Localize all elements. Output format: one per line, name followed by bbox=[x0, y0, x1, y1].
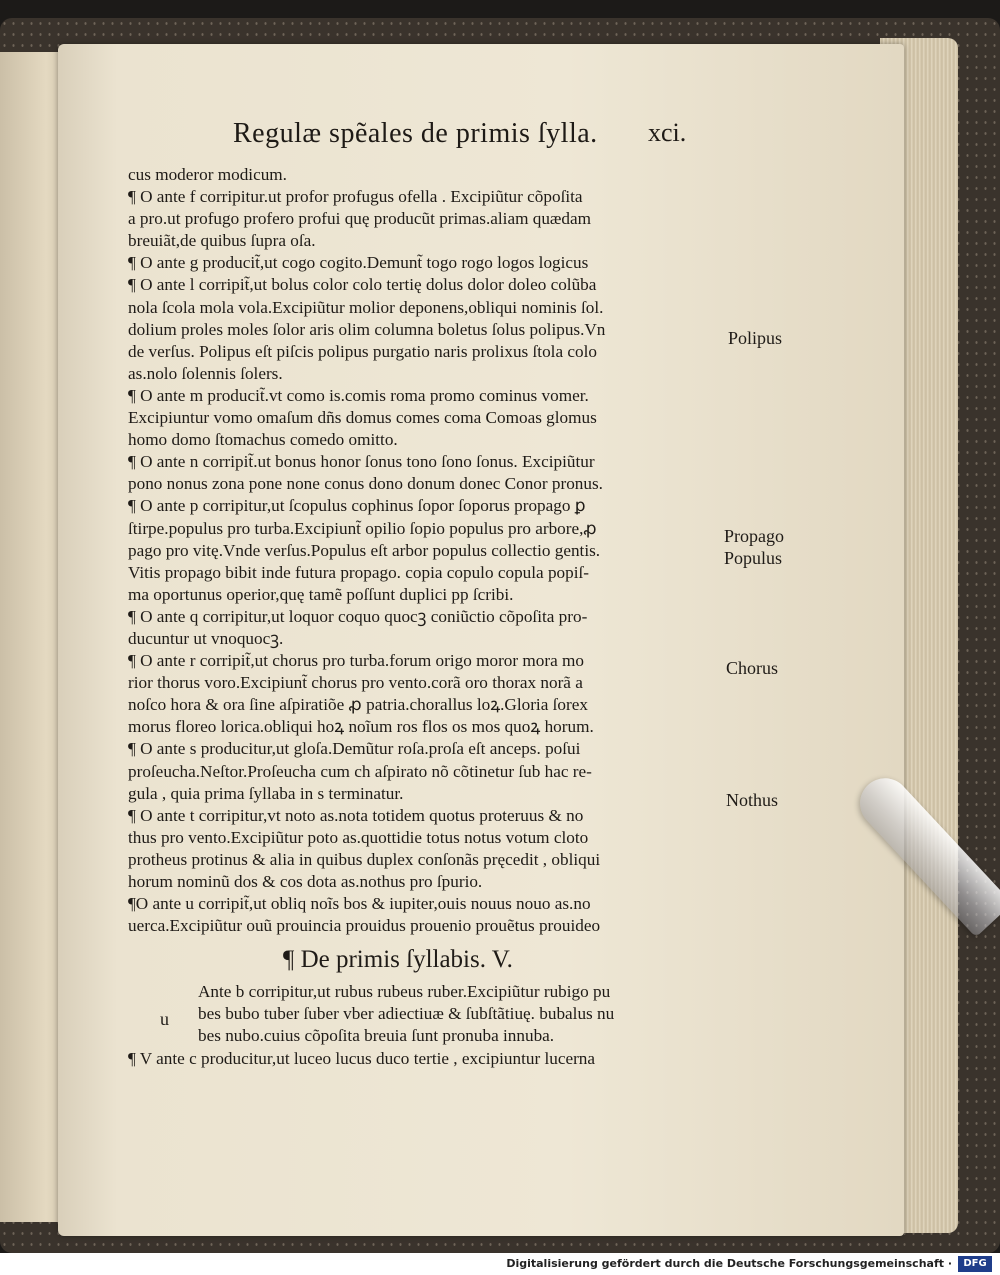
text-line: de verſus. Polipus eſt piſcis polipus purgatio naris prolixus ſtola colo bbox=[128, 341, 597, 361]
text-line: ¶ O ante m producit̃.vt como is.comis roma promo cominus vomer. bbox=[128, 385, 589, 405]
text-line: protheus protinus & alia in quibus duplex conſonãs pręcedit , obliqui bbox=[128, 849, 601, 869]
footer-bar bbox=[0, 1253, 1000, 1275]
text-line: pono nonus zona pone none conus dono donum donec Conor pronus. bbox=[128, 474, 603, 494]
text-line: breuiãt,de quibus ſupra oſa. bbox=[128, 231, 316, 251]
text-line: ¶ O ante n corripit̃.ut bonus honor ſonus tono ſono ſonus. Excipiũtur bbox=[128, 452, 595, 472]
text-line: ducuntur ut vnoquocꝫ. bbox=[128, 628, 284, 648]
text-line: dolium proles moles ſolor aris olim columna boletus ſolus polipus.Vn bbox=[128, 319, 606, 339]
text-line: ma oportunus operior,quę tamẽ poſſunt duplici pp ſcribi. bbox=[128, 584, 514, 604]
text-line: ¶O ante u corripit̃,ut obliq noĩs bos & iupiter,ouis nouus nouo as.no bbox=[128, 894, 591, 914]
text-line: Vitis propago bibit inde futura propago. copia copulo copula popiſ- bbox=[128, 562, 590, 582]
text-line: proſeucha.Neſtor.Proſeucha cum ch aſpirato nõ cõtinetur ſub hac re- bbox=[128, 761, 592, 781]
text-line: gula , quia prima ſyllaba in s terminatur. bbox=[128, 783, 404, 803]
text-line: as.nolo ſolennis ſolers. bbox=[128, 363, 283, 383]
margin-note-populus: Populus bbox=[724, 548, 783, 568]
text-line: ¶ V ante c producitur,ut luceo lucus duco tertie , excipiuntur lucerna bbox=[128, 1048, 596, 1068]
text-line: ¶ O ante s producitur,ut gloſa.Demũtur roſa.proſa eſt anceps. poſui bbox=[128, 739, 581, 759]
text-line: ¶ O ante r corripit̃,ut chorus pro turba.forum origo moror mora mo bbox=[128, 651, 584, 671]
text-line: rior thorus voro.Excipiunt̃ chorus pro vento.corã oro thorax norã a bbox=[128, 673, 583, 693]
text-line: ¶ O ante g producit̃,ut cogo cogito.Demunt̃ togo rogo logos logicus bbox=[128, 253, 589, 273]
text-line: cus moderor modicum. bbox=[128, 165, 287, 184]
text-line: ¶ O ante l corripit̃,ut bolus color colo tertię dolus dolor doleo colũba bbox=[128, 275, 597, 295]
text-line: Ante b corripitur,ut rubus rubeus ruber.Excipiũtur rubigo pu bbox=[198, 982, 611, 1002]
section-initial: u bbox=[160, 1009, 169, 1029]
text-line: morus floreo lorica.obliqui hoꝝ noĩum ros flos os mos quoꝝ horum. bbox=[128, 717, 594, 737]
text-line: ¶ O ante t corripitur,vt noto as.nota totidem quotus proteruus & no bbox=[128, 805, 584, 825]
dfg-logo: DFG bbox=[958, 1256, 992, 1272]
footer-credit: Digitalisierung gefördert durch die Deutsche Forschungsgemeinschaft · bbox=[506, 1257, 952, 1270]
text-line: Excipiuntur vomo omaſum dñs domus comes coma Comoas glomus bbox=[128, 408, 597, 428]
text-line: nola ſcola mola vola.Excipiũtur molior deponens,obliqui nominis ſol. bbox=[128, 297, 604, 317]
text-line: thus pro vento.Excipiũtur poto as.quottidie totus notus votum cloto bbox=[128, 827, 589, 847]
text-line: bes bubo tuber ſuber vber adiectiuæ & ſubſtãtiuę. bubalus nu bbox=[198, 1004, 615, 1024]
text-line: ¶ O ante q corripitur,ut loquor coquo quocꝫ coniũctio cõpoſita pro- bbox=[128, 606, 588, 626]
text-line: horum nominũ dos & cos dota as.nothus pro ſpurio. bbox=[128, 872, 483, 891]
margin-note-polipus: Polipus bbox=[728, 328, 783, 348]
folio-number: xci. bbox=[648, 118, 687, 147]
section-heading: ¶ De primis ſyllabis. V. bbox=[283, 946, 513, 974]
text-line: bes nubo.cuius cõpoſita breuia ſunt pronuba innuba. bbox=[198, 1026, 555, 1046]
text-line: noſco hora & ora ſine aſpiratiõe ꝓ patria.chorallus loꝝ.Gloria ſorex bbox=[128, 695, 588, 715]
margin-note-propago: Propago bbox=[724, 526, 784, 546]
text-line: a pro.ut profugo profero profui quę producũt primas.aliam quædam bbox=[128, 209, 591, 229]
text-line: homo domo ſtomachus comedo omitto. bbox=[128, 430, 398, 450]
margin-note-chorus: Chorus bbox=[726, 658, 779, 678]
text-line: ſtirpe.populus pro turba.Excipiunt̃ opilio ſopio populus pro arbore,ꝓ bbox=[128, 518, 597, 538]
text-line: ¶ O ante f corripitur.ut profor profugus ofella . Excipiũtur cõpoſita bbox=[128, 187, 583, 207]
margin-note-nothus: Nothus bbox=[726, 790, 779, 810]
left-page-edge bbox=[0, 52, 66, 1222]
text-line: pago pro vitę.Vnde verſus.Populus eſt arbor populus collectio gentis. bbox=[128, 540, 601, 560]
running-head: Regulæ spẽales de primis ſylla. bbox=[233, 118, 598, 149]
text-line: ¶ O ante p corripitur,ut ſcopulus cophinus ſopor ſoporus propago ꝑ bbox=[128, 496, 586, 516]
main-text-block bbox=[128, 164, 728, 1070]
text-line: uerca.Excipiũtur ouũ prouincia prouidus prouenio prouẽtus prouideo bbox=[128, 916, 601, 936]
